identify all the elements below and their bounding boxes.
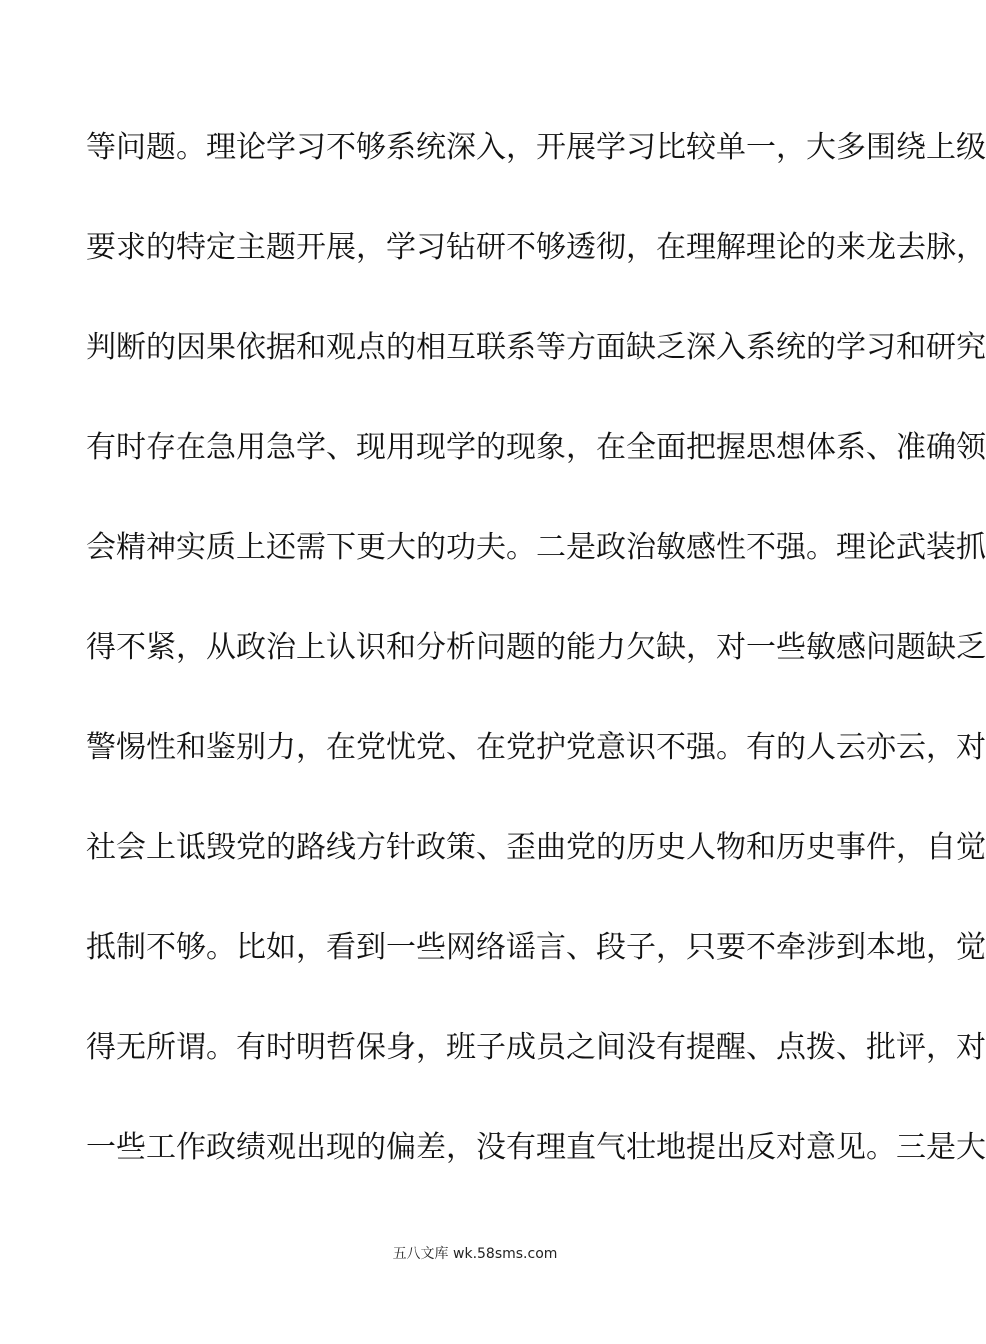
text-line-8: 社会上诋毁党的路线方针政策、歪曲党的历史人物和历史事件，自觉 <box>86 830 986 865</box>
text-line-1: 等问题。理论学习不够系统深入，开展学习比较单一，大多围绕上级 <box>86 130 986 165</box>
text-line-2: 要求的特定主题开展，学习钻研不够透彻，在理解理论的来龙去脉， <box>86 230 986 265</box>
document-body <box>86 118 986 1218</box>
text-line-7: 警惕性和鉴别力，在党忧党、在党护党意识不强。有的人云亦云，对 <box>86 730 986 765</box>
text-line-3: 判断的因果依据和观点的相互联系等方面缺乏深入系统的学习和研究 <box>86 330 986 365</box>
text-line-9: 抵制不够。比如，看到一些网络谣言、段子，只要不牵涉到本地，觉 <box>86 930 986 965</box>
text-line-5: 会精神实质上还需下更大的功夫。二是政治敏感性不强。理论武装抓 <box>86 530 986 565</box>
text-line-10: 得无所谓。有时明哲保身，班子成员之间没有提醒、点拨、批评，对 <box>86 1030 986 1065</box>
page-footer: 五八文库 wk.58sms.com <box>392 1246 558 1262</box>
text-line-11: 一些工作政绩观出现的偏差，没有理直气壮地提出反对意见。三是大 <box>86 1130 986 1165</box>
text-line-6: 得不紧，从政治上认识和分析问题的能力欠缺，对一些敏感问题缺乏 <box>86 630 986 665</box>
text-line-4: 有时存在急用急学、现用现学的现象，在全面把握思想体系、准确领 <box>86 430 986 465</box>
